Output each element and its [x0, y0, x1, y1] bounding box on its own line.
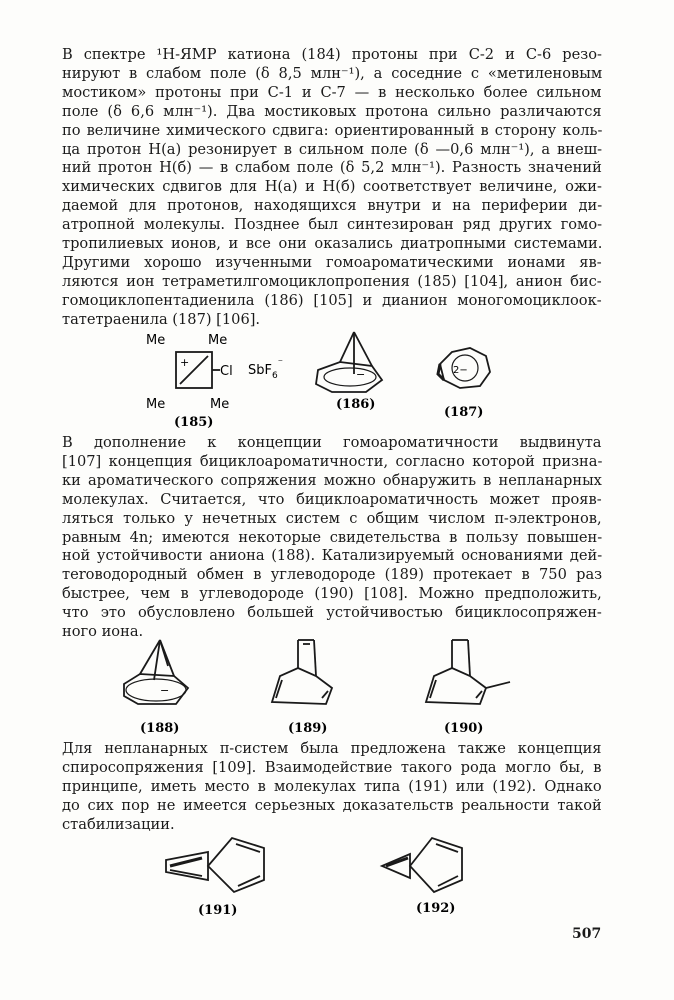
- figure-row-185-187: [140, 330, 520, 430]
- minus-charge: −: [356, 368, 366, 381]
- text-line: ной устойчивости аниона (188). Катализируемый основаниями дей-: [62, 547, 602, 565]
- compound-label: (186): [336, 397, 376, 412]
- text-line: ного иона.: [62, 623, 144, 641]
- text-line: стабилизации.: [62, 815, 175, 833]
- text-line: даемой для протонов, находящихся внутри и на периферии ди-: [62, 197, 602, 215]
- structure-186: [316, 332, 382, 392]
- structures-185-187: [140, 330, 520, 430]
- compound-label: (190): [444, 721, 484, 736]
- text-line: быстрее, чем в углеводороде (190) [108]. Можно предположить,: [62, 585, 602, 603]
- compound-label: (191): [198, 903, 238, 918]
- counter-ion-superscript: ⁻: [277, 358, 283, 369]
- compound-label: (187): [444, 405, 484, 420]
- structure-190: [426, 640, 510, 704]
- text-line: ляться только у нечетных систем с общим числом π-электронов,: [62, 509, 602, 527]
- paragraph-3: [62, 740, 602, 835]
- methyl-label: Me: [146, 333, 166, 348]
- text-line: ки ароматического сопряжения можно обнаружить в непланарных: [62, 471, 602, 489]
- methyl-label: Me: [146, 397, 166, 412]
- compound-label: (185): [174, 415, 214, 430]
- methyl-label: Me: [208, 333, 228, 348]
- compound-label: (188): [140, 721, 180, 736]
- paragraph-1: [62, 46, 602, 330]
- text-line: что это обусловлено большей устойчивостью бициклосопряжен-: [62, 604, 602, 622]
- structures-188-190: [110, 636, 530, 740]
- structure-188: [124, 640, 188, 704]
- dianion-charge: 2−: [453, 365, 468, 376]
- page-number: 507: [572, 926, 602, 942]
- text-line: равным 4n; имеются некоторые свидетельства в пользу повышен-: [62, 528, 602, 546]
- plus-charge: +: [180, 356, 190, 369]
- chlorine-label: Cl: [220, 364, 233, 379]
- text-line: нируют в слабом поле (δ 8,5 млн⁻¹), а соседние с «метиленовым: [62, 64, 602, 82]
- text-line: до сих пор не имеется серьезных доказательств реальности такой: [62, 796, 602, 814]
- counter-ion: [248, 358, 283, 381]
- text-line: Для непланарных π-систем была предложена также концепция: [62, 740, 602, 757]
- text-line: ца протон Н(а) резонирует в сильном поле (δ —0,6 млн⁻¹), а внеш-: [62, 140, 602, 158]
- paragraph-2: [62, 434, 602, 642]
- compound-label: (192): [416, 901, 456, 916]
- text-line: татетраенила (187) [106].: [62, 310, 261, 328]
- methyl-label: Me: [210, 397, 230, 412]
- text-line: тропилиевых ионов, и все они оказались диатропными системами.: [62, 235, 602, 253]
- structures-191-192: [150, 830, 510, 922]
- figure-row-191-192: [150, 830, 510, 922]
- text-line: атропной молекулы. Позднее был синтезирован ряд других гомо-: [62, 216, 602, 234]
- text-line: [107] концепция бициклоароматичности, согласно которой призна-: [62, 452, 602, 470]
- text-line: В спектре ¹Н-ЯМР катиона (184) протоны при С-2 и С-6 резо-: [62, 46, 602, 63]
- text-line: Другими хорошо изученными гомоароматическими ионами яв-: [62, 253, 602, 271]
- compound-label: (189): [288, 721, 328, 736]
- text-line: по величине химического сдвига: ориентированный в сторону коль-: [62, 121, 602, 139]
- text-line: молекулах. Считается, что бициклоароматичность может прояв-: [62, 490, 602, 508]
- text-line: В дополнение к концепции гомоароматичности выдвинута: [62, 434, 602, 451]
- text-line: химических сдвигов для Н(а) и Н(б) соответствует величине, ожи-: [62, 178, 602, 196]
- text-line: спиросопряжения [109]. Взаимодействие такого рода могло бы, в: [62, 758, 602, 776]
- text-line: принципе, иметь место в молекулах типа (191) или (192). Однако: [62, 777, 602, 795]
- text-line: мостиком» протоны при С-1 и С-7 — в несколько более сильном: [62, 83, 602, 101]
- counter-ion-subscript: 6: [271, 371, 278, 381]
- text-line: теroводородный обмен в углеводороде (189) протекает в 750 раз: [62, 566, 602, 584]
- figure-row-188-190: [110, 636, 530, 740]
- structure-191: [166, 838, 264, 892]
- counter-ion-base: SbF: [248, 363, 272, 378]
- minus-charge: −: [160, 684, 170, 697]
- text-line: гомоциклопентадиенила (186) [105] и дианион моногомоциклоок-: [62, 291, 602, 309]
- text-line: ний протон Н(б) — в слабом поле (δ 5,2 млн⁻¹). Разность значений: [62, 159, 602, 177]
- structure-189: [272, 640, 332, 704]
- text-line: ляются ион тетраметилгомоциклопропения (185) [104], анион бис-: [62, 272, 602, 290]
- structure-192: [382, 838, 462, 892]
- text-line: поле (δ 6,6 млн⁻¹). Два мостиковых протона сильно различаются: [62, 102, 602, 120]
